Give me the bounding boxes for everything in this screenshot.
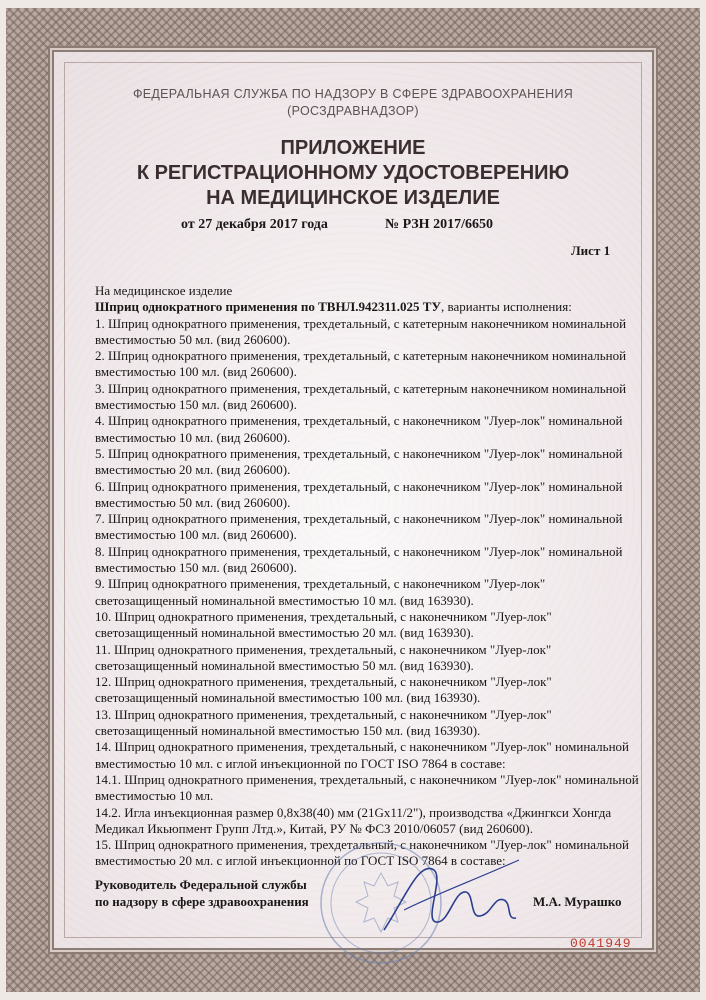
- list-item: 2. Шприц однократного применения, трехдетальный, с катетерным наконечником номинальной вместимостью 100 мл. (вид 260600).: [95, 348, 627, 380]
- list-item: 7. Шприц однократного применения, трехдетальный, с наконечником "Луер-лок" номинальной вместимостью 100 мл. (вид 260600).: [95, 511, 623, 543]
- list-item: 14. Шприц однократного применения, трехдетальный, с наконечником "Луер-лок" номинальной вместимостью 10 мл. с иглой инъекционной по ГОСТ ISO 7864 в составе:: [95, 739, 630, 771]
- body-intro: На медицинское изделие: [95, 283, 233, 298]
- agency-abbr: (РОСЗДРАВНАДЗОР): [287, 104, 419, 118]
- product-name: Шприц однократного применения по ТВНЛ.942311.025 ТУ: [95, 299, 441, 315]
- list-item: 12. Шприц однократного применения, трехдетальный, с наконечником "Луер-лок" светозащищенный номинальной вместимостью 100 мл. (вид 163930).: [95, 674, 552, 706]
- product-line: [95, 299, 640, 315]
- list-item: 4. Шприц однократного применения, трехдетальный, с наконечником "Луер-лок" номинальной вместимостью 10 мл. (вид 260600).: [95, 413, 623, 445]
- list-item: 10. Шприц однократного применения, трехдетальный, с наконечником "Луер-лок" светозащищенный номинальной вместимостью 20 мл. (вид 163930).: [95, 608, 552, 641]
- list-item: 13. Шприц однократного применения, трехдетальный, с наконечником "Луер-лок" светозащищенный номинальной вместимостью 150 мл. (вид 163930).: [95, 706, 552, 739]
- serial-number: 0041949: [570, 936, 632, 951]
- list-item: 6. Шприц однократного применения, трехдетальный, с наконечником "Луер-лок" номинальной вместимостью 50 мл. (вид 260600).: [95, 478, 623, 510]
- list-item: 9. Шприц однократного применения, трехдетальный, с наконечником "Луер-лок" светозащищенный номинальной вместимостью 10 мл. (вид 163930).: [95, 576, 546, 608]
- handwritten-signature-icon: [374, 840, 524, 950]
- list-item: 14.2. Игла инъекционная размер 0,8х38(40) мм (21Gх11/2"), производства «Джингкси Хонгда Медикал Икьюпмент Групп Лтд.», Китай, РУ № ФСЗ 2010/06057 (вид 260600).: [95, 804, 612, 836]
- signatory-title-1: Руководитель Федеральной службы: [95, 877, 307, 892]
- product-suffix: , варианты исполнения:: [441, 299, 572, 315]
- list-item: 3. Шприц однократного применения, трехдетальный, с катетерным наконечником номинальной вместимостью 150 мл. (вид 260600).: [95, 380, 627, 413]
- list-item: 8. Шприц однократного применения, трехдетальный, с наконечником "Луер-лок" номинальной вместимостью 150 мл. (вид 260600).: [95, 543, 623, 576]
- title-line-1: ПРИЛОЖЕНИЕ: [280, 137, 426, 159]
- list-item: 15. Шприц однократного применения, трехдетальный, с наконечником "Луер-лок" номинальной вместимостью 20 мл. с иглой инъекционной по ГОСТ ISO 7864 в составе:: [95, 837, 630, 869]
- list-item: 5. Шприц однократного применения, трехдетальный, с наконечником "Луер-лок" номинальной вместимостью 20 мл. (вид 260600).: [95, 445, 623, 478]
- list-item: 14.1. Шприц однократного применения, трехдетальный, с наконечником "Луер-лок" номинальной вместимостью 10 мл.: [95, 771, 639, 804]
- document-title: [66, 136, 640, 211]
- document-body: [95, 283, 640, 870]
- agency-header: [66, 86, 640, 120]
- issue-date: от 27 декабря 2017 года: [181, 217, 328, 232]
- title-line-2: К РЕГИСТРАЦИОННОМУ УДОСТОВЕРЕНИЮ: [136, 162, 570, 184]
- sheet-number: Лист 1: [571, 243, 611, 258]
- agency-name: ФЕДЕРАЛЬНАЯ СЛУЖБА ПО НАДЗОРУ В СФЕРЕ ЗДРАВООХРАНЕНИЯ: [132, 87, 574, 101]
- signatory-name: М.А. Мурашко: [533, 894, 622, 909]
- signatory-title-2: по надзору в сфере здравоохранения: [95, 894, 309, 909]
- list-item: 1. Шприц однократного применения, трехдетальный, с катетерным наконечником номинальной вместимостью 50 мл. (вид 260600).: [95, 315, 627, 347]
- title-line-3: НА МЕДИЦИНСКОЕ ИЗДЕЛИЕ: [206, 187, 500, 209]
- registration-number: № РЗН 2017/6650: [385, 217, 493, 232]
- list-item: 11. Шприц однократного применения, трехдетальный, с наконечником "Луер-лок" светозащищенный номинальной вместимостью 50 мл. (вид 163930).: [95, 641, 552, 673]
